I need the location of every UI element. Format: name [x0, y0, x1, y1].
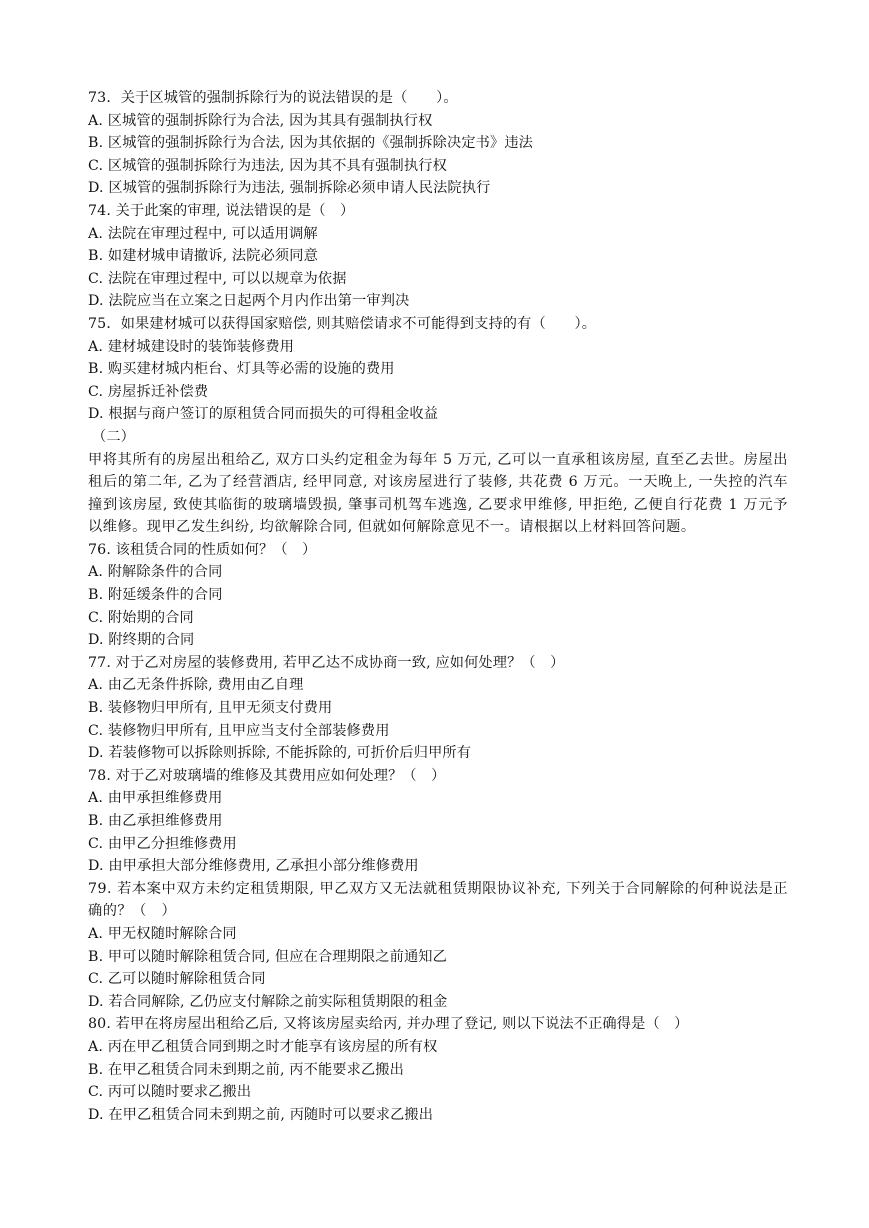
question-80-stem: 80. 若甲在将房屋出租给乙后, 又将该房屋卖给丙, 并办理了登记, 则以下说法不正确得是（ ）	[88, 1016, 689, 1033]
question-76-option-d: D. 附终期的合同	[88, 632, 195, 649]
question-74-option-c: C. 法院在审理过程中, 可以以规章为依据	[88, 270, 347, 287]
case-material-paragraph: 甲将其所有的房屋出租给乙, 双方口头约定租金为每年 5 万元, 乙可以一直承租该房屋, 直至乙去世。房屋出租后的第二年, 乙为了经营酒店, 经甲同意, 对该房屋进行了装修, 共花费 6 万元。一天晚上, 一失控的汽车撞到该房屋, 致使其临街的玻璃墙毁损, 肇事司机驾车逃逸, 乙要求甲维修, 甲拒绝, 乙便自行花费 1 万元予以维修。现甲乙发生纠纷, 均欲解除合同, 但就如何解除意见不一。请根据以上材料回答问题。	[88, 451, 788, 536]
question-75-option-a: A. 建材城建设时的装饰装修费用	[88, 338, 295, 355]
question-75-option-c: C. 房屋拆迁补偿费	[88, 383, 209, 400]
question-77-option-c: C. 装修物归甲所有, 且甲应当支付全部装修费用	[88, 722, 390, 739]
question-74-option-d: D. 法院应当在立案之日起两个月内作出第一审判决	[88, 293, 410, 310]
question-77-option-a: A. 由乙无条件拆除, 费用由乙自理	[88, 677, 304, 694]
question-78-stem: 78. 对于乙对玻璃墙的维修及其费用应如何处理？（ ）	[88, 767, 446, 784]
question-73-option-d: D. 区城管的强制拆除行为违法, 强制拆除必须申请人民法院执行	[88, 180, 491, 197]
question-79-option-a: A. 甲无权随时解除合同	[88, 925, 237, 942]
question-73-option-b: B. 区城管的强制拆除行为合法, 因为其依据的《强制拆除决定书》违法	[88, 135, 534, 152]
question-80-option-b: B. 在甲乙租赁合同未到期之前, 丙不能要求乙搬出	[88, 1061, 404, 1078]
question-77-option-d: D. 若装修物可以拆除则拆除, 不能拆除的, 可折价后归甲所有	[88, 745, 472, 762]
question-80-option-d: D. 在甲乙租赁合同未到期之前, 丙随时可以要求乙搬出	[88, 1106, 434, 1123]
question-74-option-a: A. 法院在审理过程中, 可以适用调解	[88, 225, 318, 242]
question-78-option-b: B. 由乙承担维修费用	[88, 813, 223, 829]
question-75-option-d: D. 根据与商户签订的原租赁合同而损失的可得租金收益	[88, 406, 439, 423]
document-page	[88, 87, 788, 1126]
question-73-stem: 73．关于区城管的强制拆除行为的说法错误的是（ ）。	[88, 90, 458, 106]
question-80-option-a: A. 丙在甲乙租赁合同到期之时才能享有该房屋的所有权	[88, 1038, 438, 1055]
question-76-option-a: A. 附解除条件的合同	[88, 564, 223, 581]
question-79-option-c: C. 乙可以随时解除租赁合同	[88, 971, 266, 988]
question-77-stem: 77. 对于乙对房屋的装修费用, 若甲乙达不成协商一致, 应如何处理？（ ）	[88, 654, 565, 671]
question-76-option-c: C. 附始期的合同	[88, 609, 194, 626]
question-75-option-b: B. 购买建材城内柜台、灯具等必需的设施的费用	[88, 361, 395, 378]
question-78-option-a: A. 由甲承担维修费用	[88, 790, 223, 807]
question-74-stem: 74. 关于此案的审理, 说法错误的是（ ）	[88, 202, 355, 219]
question-76-stem: 76. 该租赁合同的性质如何？（ ）	[88, 541, 317, 558]
section-heading: （二）	[92, 428, 136, 445]
question-73-option-c: C. 区城管的强制拆除行为违法, 因为其不具有强制执行权	[88, 157, 447, 174]
question-79-option-d: D. 若合同解除, 乙仍应支付解除之前实际租赁期限的租金	[88, 993, 448, 1010]
question-73-option-a: A. 区城管的强制拆除行为合法, 因为其具有强制执行权	[88, 112, 433, 129]
question-77-option-b: B. 装修物归甲所有, 且甲无须支付费用	[88, 700, 333, 717]
question-78-option-d: D. 由甲承担大部分维修费用, 乙承担小部分维修费用	[88, 858, 419, 875]
question-78-option-c: C. 由甲乙分担维修费用	[88, 835, 237, 852]
question-74-option-b: B. 如建材城申请撤诉, 法院必须同意	[88, 248, 318, 265]
question-80-option-c: C. 丙可以随时要求乙搬出	[88, 1084, 252, 1101]
question-79-option-b: B. 甲可以随时解除租赁合同, 但应在合理期限之前通知乙	[88, 948, 447, 965]
question-76-option-b: B. 附延缓条件的合同	[88, 587, 223, 604]
question-75-stem: 75．如果建材城可以获得国家赔偿, 则其赔偿请求不可能得到支持的有（ ）。	[88, 315, 597, 332]
question-79-stem: 79. 若本案中双方未约定租赁期限, 甲乙双方又无法就租赁期限协议补充, 下列关于合同解除的何种说法是正确的？（ ）	[88, 880, 788, 920]
